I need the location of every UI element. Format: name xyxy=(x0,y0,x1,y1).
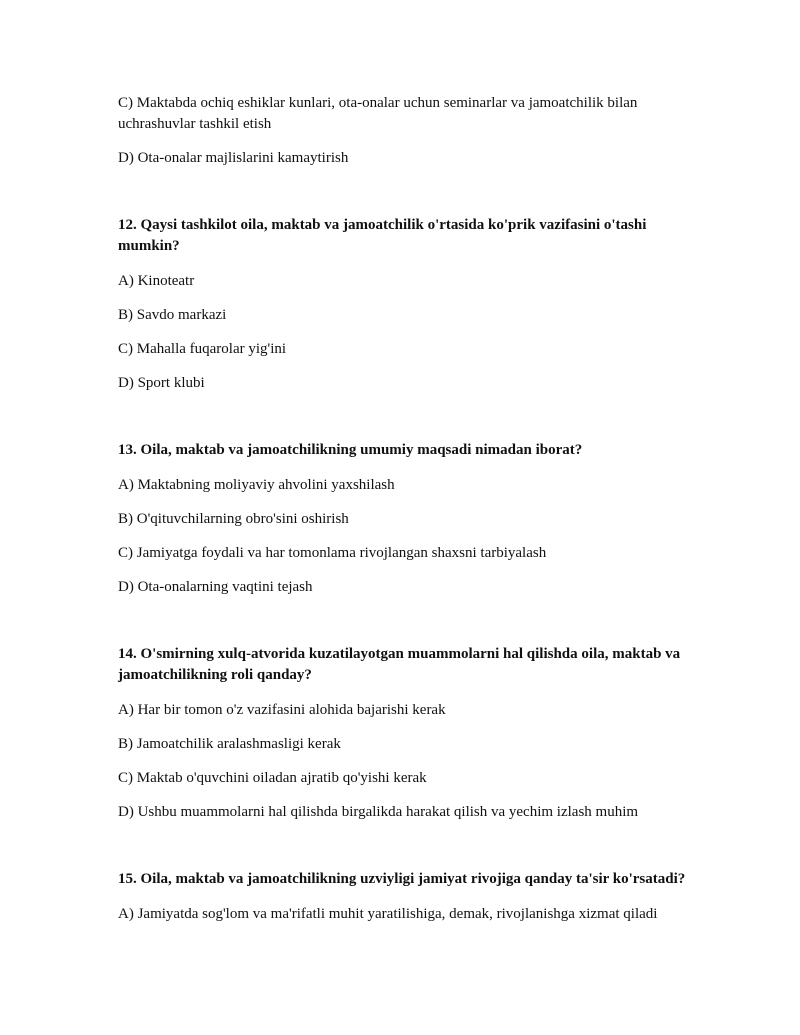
option-d-q13: D) Ota-onalarning vaqtini tejash xyxy=(118,579,313,595)
option-c-q12: C) Mahalla fuqarolar yig'ini xyxy=(118,341,287,357)
option-d-q14: D) Ushbu muammolarni hal qilishda birgalikda harakat qilish va yechim izlash muhim xyxy=(118,804,639,820)
option-a-q14: A) Har bir tomon o'z vazifasini alohida bajarishi kerak xyxy=(118,702,446,718)
option-d-q12: D) Sport klubi xyxy=(118,375,205,391)
document-page xyxy=(118,93,698,938)
option-c-q11: C) Maktabda ochiq eshiklar kunlari, ota-onalar uchun seminarlar va jamoatchilik bilan uchrashuvlar tashkil etish xyxy=(118,95,638,132)
option-a-q12: A) Kinoteatr xyxy=(118,273,195,289)
option-a-q13: A) Maktabning moliyaviy ahvolini yaxshilash xyxy=(118,477,395,493)
question-15: 15. Oila, maktab va jamoatchilikning uzviyligi jamiyat rivojiga qanday ta'sir ko'rsatadi? xyxy=(118,871,686,887)
option-a-q15: A) Jamiyatda sog'lom va ma'rifatli muhit yaratilishiga, demak, rivojlanishga xizmat qiladi xyxy=(118,906,658,922)
question-12: 12. Qaysi tashkilot oila, maktab va jamoatchilik o'rtasida ko'prik vazifasini o'tashi mumkin? xyxy=(118,217,647,254)
option-d-q11: D) Ota-onalar majlislarini kamaytirish xyxy=(118,150,349,166)
option-b-q13: B) O'qituvchilarning obro'sini oshirish xyxy=(118,511,349,527)
question-14: 14. O'smirning xulq-atvorida kuzatilayotgan muammolarni hal qilishda oila, maktab va jamoatchilikning roli qanday? xyxy=(118,646,681,683)
option-c-q13: C) Jamiyatga foydali va har tomonlama rivojlangan shaxsni tarbiyalash xyxy=(118,545,547,561)
option-b-q12: B) Savdo markazi xyxy=(118,307,227,323)
option-c-q14: C) Maktab o'quvchini oiladan ajratib qo'yishi kerak xyxy=(118,770,427,786)
question-13: 13. Oila, maktab va jamoatchilikning umumiy maqsadi nimadan iborat? xyxy=(118,442,583,458)
option-b-q14: B) Jamoatchilik aralashmasligi kerak xyxy=(118,736,341,752)
